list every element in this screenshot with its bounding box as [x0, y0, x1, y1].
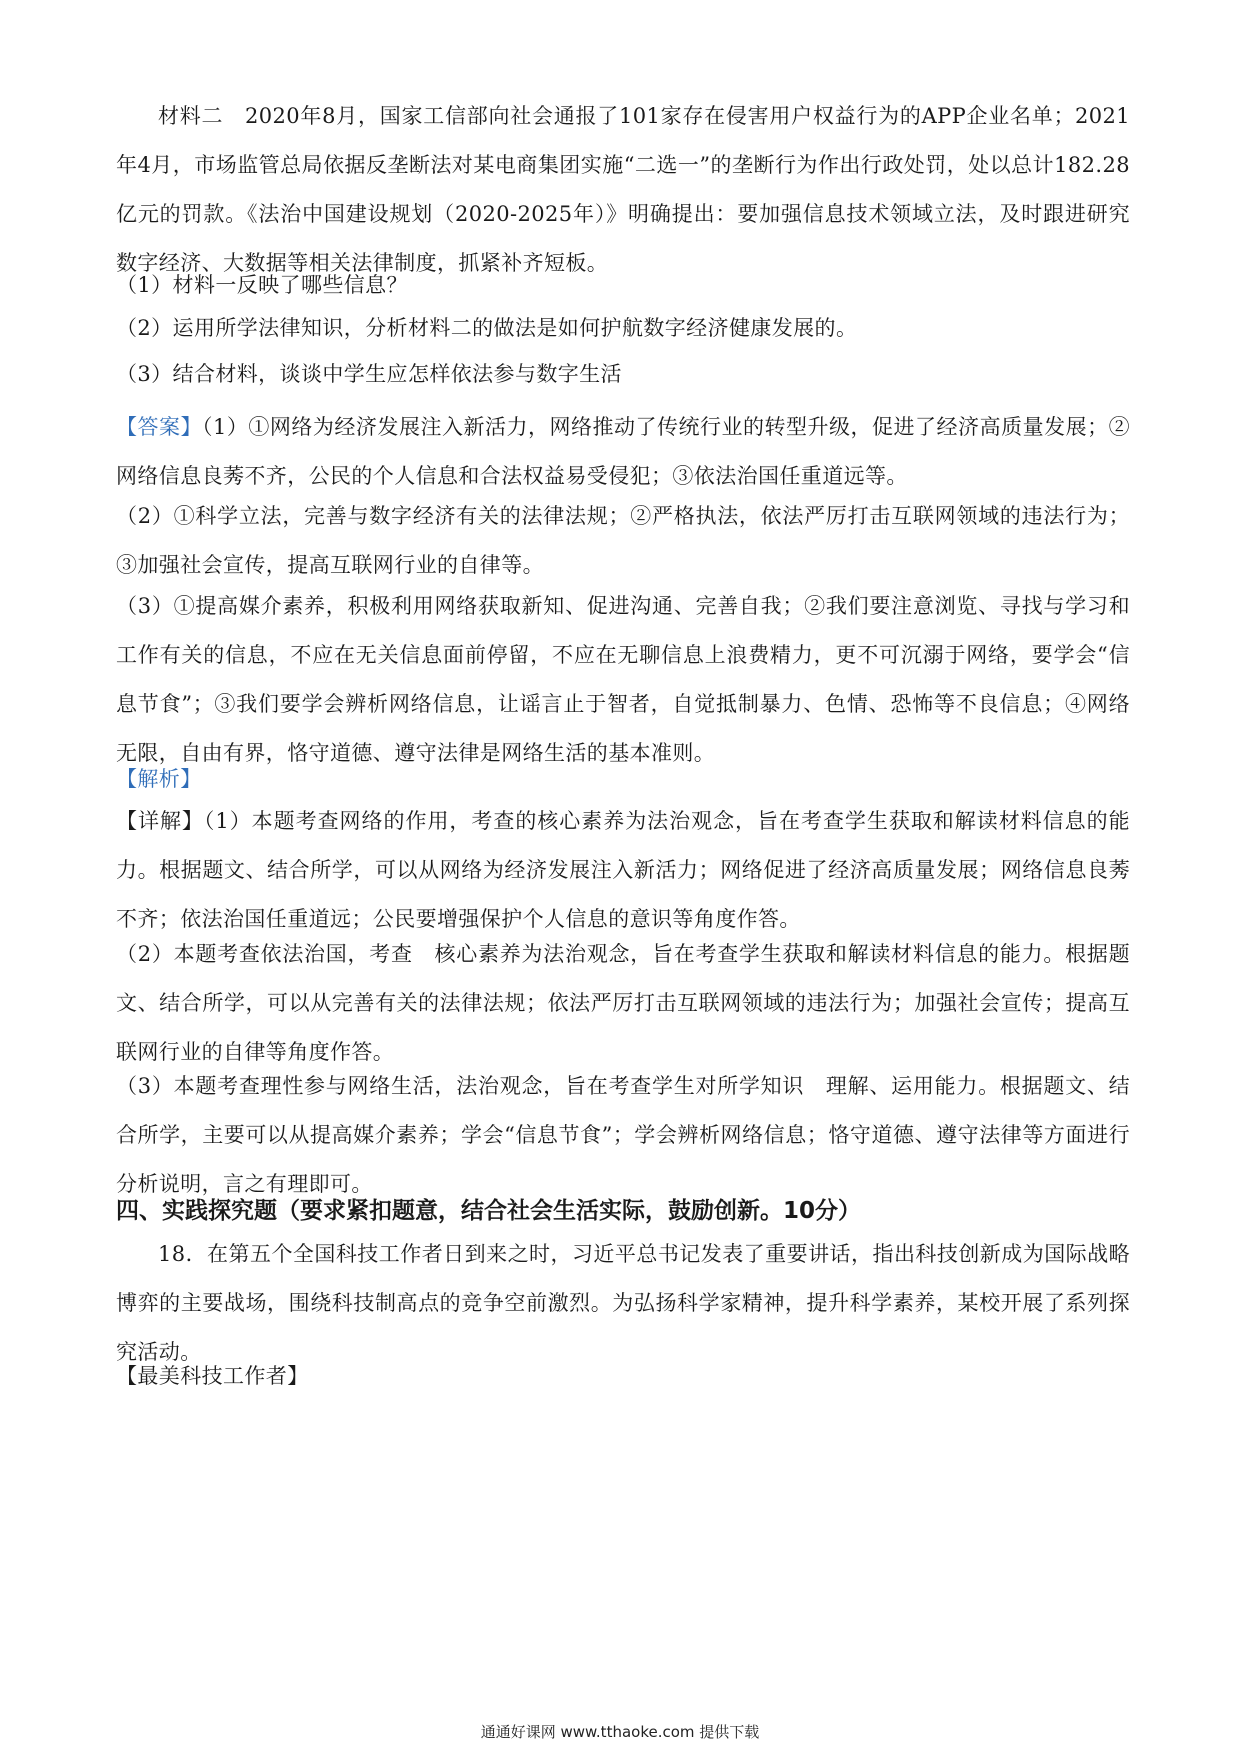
- question-2: （2）运用所学法律知识，分析材料二的做法是如何护航数字经济健康发展的。: [116, 316, 858, 340]
- detail-2: （2）本题考查依法治国，考查 核心素养为法治观念，旨在考查学生获取和解读材料信息的能力。根据题文、结合所学，可以从完善有关的法律法规；依法严厉打击互联网领域的违法行为；加强社会宣传；提高互联网行业的自律等角度作答。: [116, 942, 1130, 1064]
- section-four-heading: 四、实践探究题（要求紧扣题意，结合社会生活实际，鼓励创新。10分）: [116, 1198, 862, 1224]
- detail-3: （3）本题考查理性参与网络生活，法治观念，旨在考查学生对所学知识 理解、运用能力。根据题文、结合所学，主要可以从提高媒介素养；学会“信息节食”；学会辨析网络信息；恪守道德、遵守法律等方面进行分析说明，言之有理即可。: [116, 1074, 1130, 1196]
- detail-label: 【详解】: [116, 809, 204, 833]
- question-3: （3）结合材料，谈谈中学生应怎样依法参与数字生活: [116, 362, 622, 386]
- answer-3: （3）①提高媒介素养，积极利用网络获取新知、促进沟通、完善自我；②我们要注意浏览、寻找与学习和工作有关的信息，不应在无关信息面前停留，不应在无聊信息上浪费精力，更不可沉溺于网络，要学会“信息节食”；③我们要学会辨析网络信息，让谣言止于智者，自觉抵制暴力、色情、恐怖等不良信息；④网络无限，自由有界，恪守道德、遵守法律是网络生活的基本准则。: [116, 594, 1130, 765]
- detail-1-text: （1）本题考查网络的作用，考查的核心素养为法治观念，旨在考查学生获取和解读材料信息的能力。根据题文、结合所学，可以从网络为经济发展注入新活力；网络促进了经济高质量发展；网络信息良莠不齐；依法治国任重道远；公民要增强保护个人信息的意识等角度作答。: [116, 809, 1130, 931]
- answer-1: [116, 403, 1130, 501]
- question-1: （1）材料一反映了哪些信息？: [116, 273, 408, 297]
- analysis-label: 【解析】: [116, 767, 202, 791]
- answer-label: 【答案】: [116, 415, 203, 439]
- answer-2: （2）①科学立法，完善与数字经济有关的法律法规；②严格执法，依法严厉打击互联网领域的违法行为；③加强社会宣传，提高互联网行业的自律等。: [116, 504, 1130, 577]
- detail-1: [116, 797, 1130, 944]
- question-18: 18．在第五个全国科技工作者日到来之时，习近平总书记发表了重要讲话，指出科技创新成为国际战略博弈的主要战场，围绕科技制高点的竞争空前激烈。为弘扬科学家精神，提升科学素养，某校开展了系列探究活动。: [116, 1242, 1130, 1364]
- sub-heading-best-sci-tech-worker: 【最美科技工作者】: [116, 1364, 309, 1388]
- page-footer: 通通好课网 www.tthaoke.com 提供下载: [480, 1723, 760, 1741]
- answer-1-text: （1）①网络为经济发展注入新活力，网络推动了传统行业的转型升级，促进了经济高质量发展；②网络信息良莠不齐，公民的个人信息和合法权益易受侵犯；③依法治国任重道远等。: [116, 415, 1130, 488]
- material-two-paragraph: 材料二 2020年8月，国家工信部向社会通报了101家存在侵害用户权益行为的APP企业名单；2021年4月，市场监管总局依据反垄断法对某电商集团实施“二选一”的垄断行为作出行政处罚，处以总计182.28亿元的罚款。《法治中国建设规划（2020-2025年）》明确提出：要加强信息技术领域立法，及时跟进研究数字经济、大数据等相关法律制度，抓紧补齐短板。: [116, 104, 1130, 275]
